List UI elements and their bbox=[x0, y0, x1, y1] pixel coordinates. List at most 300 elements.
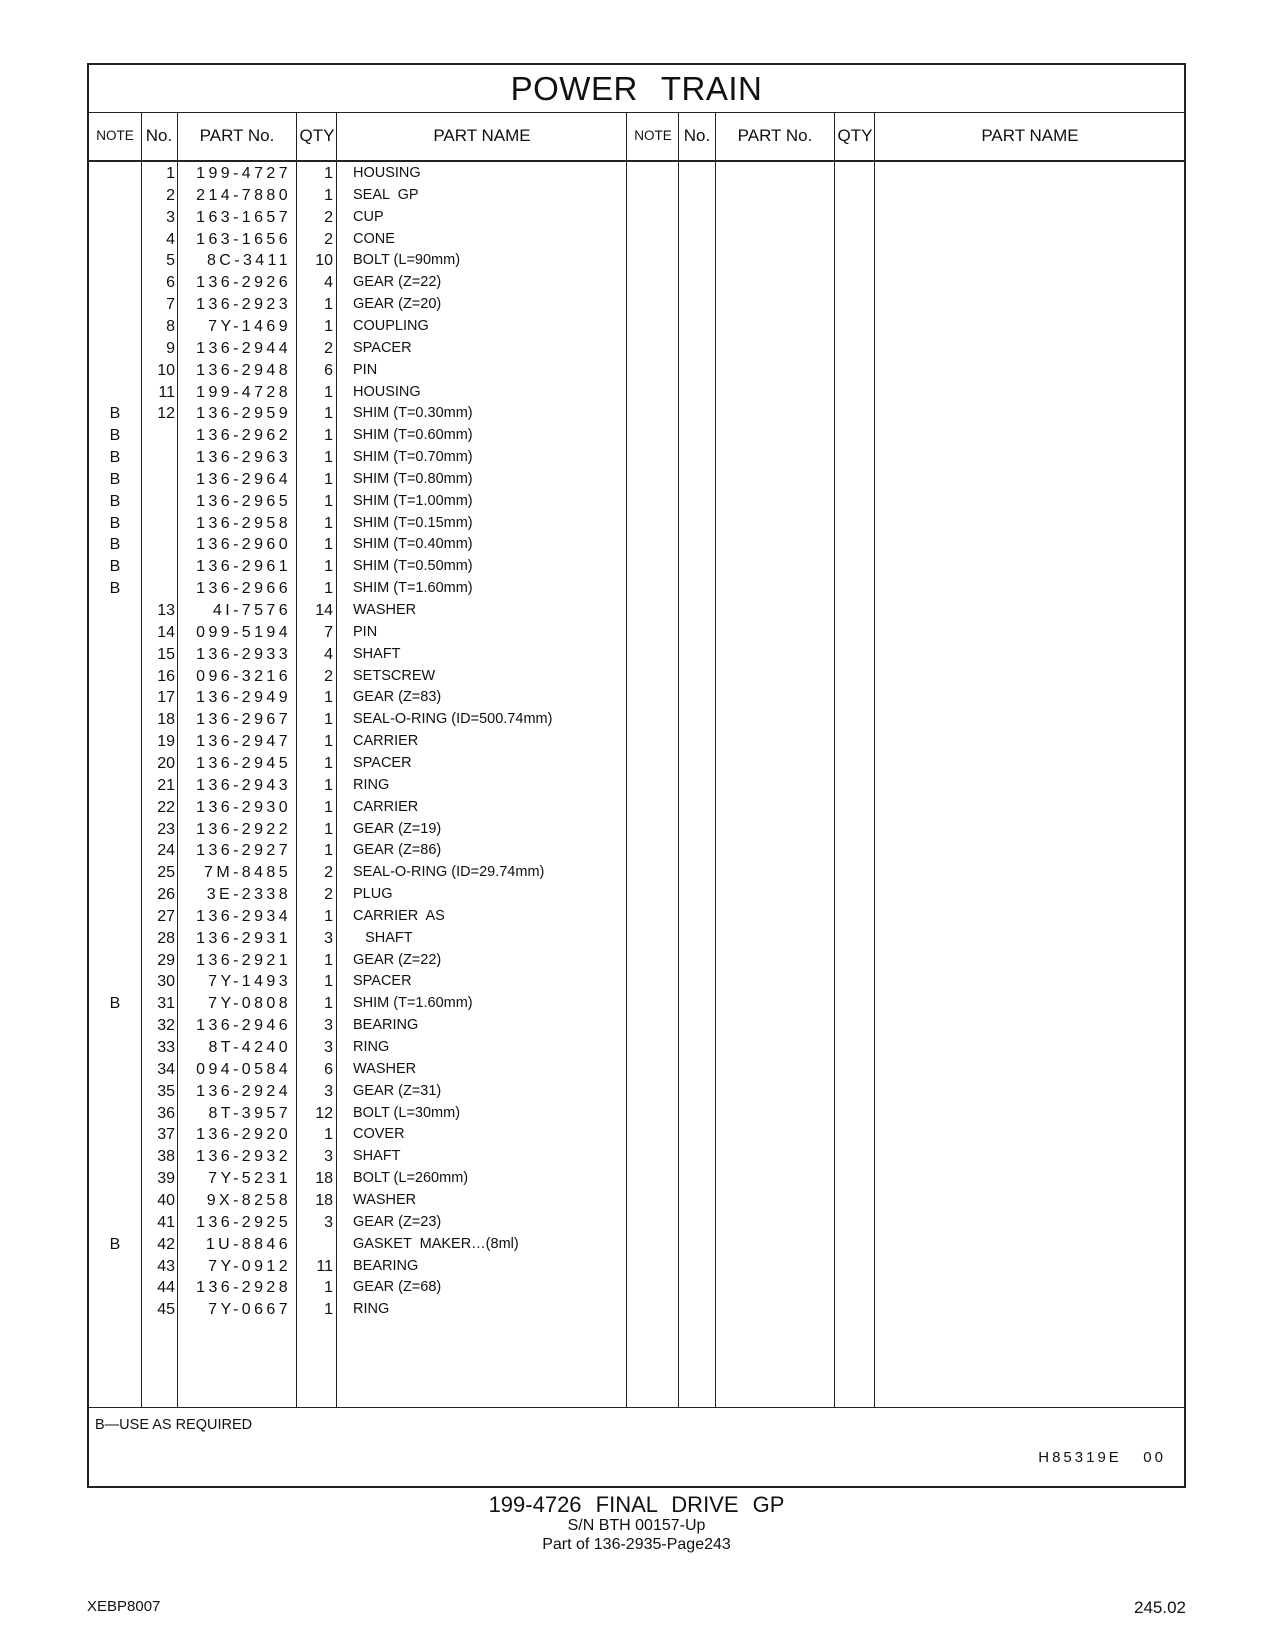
part-name-cell: CONE bbox=[353, 230, 395, 247]
note-cell: B bbox=[109, 536, 121, 554]
part-number-cell: 136-2967 bbox=[196, 711, 291, 729]
note-cell bbox=[89, 1102, 141, 1125]
note-cell bbox=[89, 927, 141, 950]
part-number-cell: 8T-4240 bbox=[208, 1039, 291, 1056]
part-name-cell: SHIM (T=1.60mm) bbox=[353, 580, 473, 597]
part-name-cell: RING bbox=[353, 776, 390, 793]
quantity-cell: 1 bbox=[324, 449, 333, 467]
item-number-cell: 26 bbox=[157, 886, 175, 904]
note-cell bbox=[89, 315, 141, 338]
note-cell bbox=[89, 774, 141, 797]
item-number-cell: 37 bbox=[157, 1126, 175, 1144]
note-cell bbox=[89, 752, 141, 775]
part-number-cell: 136-2965 bbox=[196, 492, 291, 510]
footnote-divider bbox=[89, 1407, 1184, 1408]
note-cell bbox=[89, 1189, 141, 1212]
header-qty-left: QTY bbox=[299, 126, 335, 145]
item-number-cell: 19 bbox=[157, 733, 175, 751]
part-number-cell: 136-2943 bbox=[196, 776, 291, 794]
item-number-cell: 7 bbox=[166, 296, 175, 314]
part-name-cell: SPACER bbox=[353, 754, 412, 771]
table-row bbox=[89, 1123, 1184, 1146]
part-name-cell: GASKET MAKER…(8ml) bbox=[353, 1235, 519, 1252]
note-cell bbox=[89, 949, 141, 972]
quantity-cell: 2 bbox=[324, 230, 333, 248]
table-row bbox=[89, 599, 1184, 622]
item-number-cell: 34 bbox=[157, 1060, 175, 1078]
quantity-cell: 1 bbox=[324, 820, 333, 838]
quantity-cell: 7 bbox=[324, 623, 333, 641]
part-number-cell: 136-2964 bbox=[196, 470, 291, 488]
item-number-cell: 23 bbox=[157, 820, 175, 838]
part-number-cell: 136-2946 bbox=[196, 1017, 291, 1035]
table-row bbox=[89, 359, 1184, 382]
table-row bbox=[89, 686, 1184, 709]
part-number-cell: 136-2948 bbox=[196, 361, 291, 379]
quantity-cell: 6 bbox=[324, 361, 333, 379]
quantity-cell: 12 bbox=[315, 1104, 333, 1122]
table-row bbox=[89, 818, 1184, 841]
item-number-cell: 10 bbox=[157, 361, 175, 379]
note-cell bbox=[89, 818, 141, 841]
part-name-cell: RING bbox=[353, 1301, 390, 1318]
part-number-cell: 3E-2338 bbox=[206, 886, 291, 904]
item-number-cell: 33 bbox=[157, 1039, 175, 1056]
note-cell bbox=[89, 839, 141, 862]
table-row bbox=[89, 315, 1184, 338]
part-number-cell: 9X-8258 bbox=[206, 1191, 291, 1209]
table-row bbox=[89, 927, 1184, 950]
quantity-cell: 1 bbox=[324, 754, 333, 772]
table-row bbox=[89, 577, 1184, 600]
quantity-cell: 1 bbox=[324, 186, 333, 204]
item-number-cell: 35 bbox=[157, 1082, 175, 1100]
part-name-cell: CUP bbox=[353, 208, 384, 225]
part-name-cell: GEAR (Z=20) bbox=[353, 296, 442, 313]
quantity-cell: 1 bbox=[324, 776, 333, 794]
table-row bbox=[89, 1145, 1184, 1168]
note-cell bbox=[89, 359, 141, 382]
note-cell bbox=[89, 643, 141, 666]
quantity-cell: 1 bbox=[324, 580, 333, 598]
quantity-cell: 1 bbox=[324, 558, 333, 576]
part-name-cell: CARRIER bbox=[353, 733, 419, 750]
part-name-cell: COUPLING bbox=[353, 317, 429, 334]
document-id: XEBP8007 bbox=[87, 1598, 161, 1615]
part-number-cell: 136-2960 bbox=[196, 536, 291, 554]
header-no-right: No. bbox=[683, 126, 711, 145]
quantity-cell: 1 bbox=[324, 514, 333, 532]
part-name-cell: GEAR (Z=86) bbox=[353, 842, 442, 859]
item-number-cell: 16 bbox=[157, 667, 175, 685]
part-number-cell: 8T-3957 bbox=[208, 1104, 291, 1122]
part-name-cell: SHIM (T=0.70mm) bbox=[353, 449, 473, 466]
quantity-cell: 4 bbox=[324, 274, 333, 292]
note-cell bbox=[89, 1123, 141, 1146]
note-cell: B bbox=[109, 1235, 121, 1253]
item-number-cell bbox=[141, 424, 175, 447]
quantity-cell: 1 bbox=[324, 317, 333, 335]
note-cell bbox=[89, 271, 141, 294]
note-cell: B bbox=[109, 580, 121, 598]
part-name-cell: PLUG bbox=[353, 886, 393, 903]
part-name-cell: SHIM (T=1.00mm) bbox=[353, 492, 473, 509]
quantity-cell: 2 bbox=[324, 667, 333, 685]
quantity-cell: 1 bbox=[324, 492, 333, 510]
part-number-cell: 7Y-1493 bbox=[208, 973, 291, 991]
table-row bbox=[89, 1233, 1184, 1256]
note-cell bbox=[89, 228, 141, 251]
part-name-cell: SPACER bbox=[353, 339, 412, 356]
quantity-cell: 11 bbox=[316, 1257, 333, 1275]
part-name-cell: SHIM (T=0.60mm) bbox=[353, 427, 473, 444]
item-number-cell: 3 bbox=[166, 208, 175, 226]
part-number-cell: 4I-7576 bbox=[212, 602, 291, 619]
part-number-cell: 136-2924 bbox=[196, 1082, 291, 1100]
note-cell bbox=[89, 883, 141, 906]
table-row bbox=[89, 643, 1184, 666]
part-name-cell: GEAR (Z=22) bbox=[353, 274, 442, 291]
item-number-cell: 14 bbox=[157, 623, 175, 641]
header-part-no-right: PART No. bbox=[737, 126, 813, 145]
item-number-cell: 40 bbox=[157, 1191, 175, 1209]
table-row bbox=[89, 424, 1184, 447]
quantity-cell: 1 bbox=[324, 995, 333, 1013]
item-number-cell bbox=[141, 577, 175, 600]
part-number-cell: 136-2949 bbox=[196, 689, 291, 707]
part-number-cell: 7Y-0667 bbox=[208, 1301, 291, 1319]
table-row bbox=[89, 1298, 1184, 1321]
note-cell bbox=[89, 1255, 141, 1278]
item-number-cell: 5 bbox=[166, 252, 175, 270]
table-row bbox=[89, 752, 1184, 775]
note-cell bbox=[89, 1276, 141, 1299]
item-number-cell: 17 bbox=[157, 689, 175, 707]
quantity-cell: 1 bbox=[324, 470, 333, 488]
part-number-cell: 136-2921 bbox=[196, 951, 291, 969]
quantity-cell: 3 bbox=[324, 1213, 333, 1231]
header-note-right: NOTE bbox=[634, 128, 672, 143]
note-cell bbox=[89, 184, 141, 207]
item-number-cell: 4 bbox=[166, 230, 175, 248]
item-number-cell: 31 bbox=[157, 995, 175, 1013]
quantity-cell: 3 bbox=[324, 1082, 333, 1100]
part-number-cell: 136-2926 bbox=[196, 274, 291, 292]
item-number-cell: 21 bbox=[157, 776, 175, 794]
quantity-cell: 18 bbox=[315, 1170, 333, 1188]
item-number-cell: 2 bbox=[166, 186, 175, 204]
table-row bbox=[89, 1102, 1184, 1125]
table-row bbox=[89, 861, 1184, 884]
part-number-cell: 136-2930 bbox=[196, 798, 291, 816]
part-name-cell: WASHER bbox=[353, 602, 417, 618]
header-note-left: NOTE bbox=[96, 128, 134, 143]
table-row bbox=[89, 774, 1184, 797]
part-name-cell: SHAFT bbox=[353, 929, 413, 946]
part-number-cell: 136-2962 bbox=[196, 427, 291, 445]
quantity-cell: 10 bbox=[315, 252, 333, 270]
part-number-cell: 7Y-5231 bbox=[208, 1170, 291, 1188]
note-cell: B bbox=[109, 405, 121, 423]
part-name-cell: BOLT (L=260mm) bbox=[353, 1170, 469, 1187]
header-qty-right: QTY bbox=[837, 126, 873, 145]
quantity-cell: 1 bbox=[324, 427, 333, 445]
item-number-cell bbox=[141, 446, 175, 469]
section-title: POWER TRAIN bbox=[89, 65, 1184, 113]
table-row bbox=[89, 337, 1184, 360]
item-number-cell bbox=[141, 490, 175, 513]
note-cell bbox=[89, 249, 141, 272]
table-row bbox=[89, 402, 1184, 425]
part-name-cell: SPACER bbox=[353, 973, 412, 990]
table-row bbox=[89, 839, 1184, 862]
note-cell bbox=[89, 686, 141, 709]
note-cell: B bbox=[109, 514, 121, 532]
part-number-cell: 199-4727 bbox=[196, 165, 291, 182]
item-number-cell: 18 bbox=[157, 711, 175, 729]
table-row bbox=[89, 228, 1184, 251]
note-cell bbox=[89, 1014, 141, 1037]
part-number-cell: 136-2934 bbox=[196, 907, 291, 925]
parts-list-frame bbox=[87, 63, 1186, 1488]
header-part-no-left: PART No. bbox=[199, 126, 275, 145]
note-cell bbox=[89, 1145, 141, 1168]
header-no-left: No. bbox=[145, 126, 173, 145]
quantity-cell: 1 bbox=[324, 973, 333, 991]
part-name-cell: HOUSING bbox=[353, 165, 421, 181]
part-name-cell: CARRIER AS bbox=[353, 907, 445, 924]
note-cell: B bbox=[109, 470, 121, 488]
table-row bbox=[89, 1080, 1184, 1103]
item-number-cell: 30 bbox=[157, 973, 175, 991]
quantity-cell: 1 bbox=[324, 798, 333, 816]
part-name-cell: GEAR (Z=23) bbox=[353, 1213, 442, 1230]
part-name-cell: RING bbox=[353, 1039, 390, 1055]
part-number-cell: 136-2923 bbox=[196, 296, 291, 314]
part-name-cell: SEAL-O-RING (ID=29.74mm) bbox=[353, 864, 545, 881]
note-cell: B bbox=[109, 995, 121, 1013]
part-name-cell: SEAL-O-RING (ID=500.74mm) bbox=[353, 711, 553, 728]
table-row bbox=[89, 1211, 1184, 1234]
note-cell bbox=[89, 621, 141, 644]
header-part-name-right: PART NAME bbox=[981, 126, 1079, 145]
part-number-cell: 136-2922 bbox=[196, 820, 291, 838]
table-row bbox=[89, 555, 1184, 578]
table-row bbox=[89, 381, 1184, 404]
item-number-cell: 12 bbox=[157, 405, 175, 423]
part-number-cell: 7Y-1469 bbox=[208, 317, 291, 335]
part-name-cell: HOUSING bbox=[353, 383, 421, 400]
quantity-cell: 2 bbox=[324, 886, 333, 904]
part-name-cell: PIN bbox=[353, 361, 378, 378]
item-number-cell: 41 bbox=[157, 1213, 175, 1231]
part-name-cell: SEAL GP bbox=[353, 186, 419, 203]
quantity-cell: 1 bbox=[324, 733, 333, 751]
quantity-cell: 2 bbox=[324, 339, 333, 357]
quantity-cell: 14 bbox=[315, 602, 333, 619]
note-cell bbox=[89, 1036, 141, 1059]
part-name-cell: BEARING bbox=[353, 1257, 419, 1274]
part-name-cell: SHIM (T=0.50mm) bbox=[353, 558, 473, 575]
part-number-cell: 096-3216 bbox=[196, 667, 291, 685]
item-number-cell: 39 bbox=[157, 1170, 175, 1188]
part-name-cell: BOLT (L=30mm) bbox=[353, 1104, 461, 1121]
item-number-cell: 43 bbox=[157, 1257, 175, 1275]
group-title: 199-4726 FINAL DRIVE GP bbox=[488, 1492, 785, 1517]
part-number-cell: 8C-3411 bbox=[207, 252, 291, 270]
item-number-cell: 44 bbox=[157, 1279, 175, 1297]
table-row bbox=[89, 1036, 1184, 1059]
item-number-cell: 11 bbox=[158, 383, 175, 401]
item-number-cell: 15 bbox=[157, 645, 175, 663]
note-cell bbox=[89, 1058, 141, 1081]
item-number-cell: 45 bbox=[157, 1301, 175, 1319]
item-number-cell: 1 bbox=[166, 165, 175, 182]
table-row bbox=[89, 293, 1184, 316]
part-name-cell: GEAR (Z=83) bbox=[353, 689, 442, 706]
note-cell bbox=[89, 1080, 141, 1103]
table-row bbox=[89, 206, 1184, 229]
part-name-cell: SHAFT bbox=[353, 1148, 401, 1165]
part-number-cell: 136-2931 bbox=[196, 929, 291, 947]
part-name-cell: PIN bbox=[353, 623, 378, 640]
quantity-cell: 3 bbox=[324, 1148, 333, 1166]
quantity-cell: 1 bbox=[324, 1301, 333, 1319]
part-number-cell: 7M-8485 bbox=[204, 864, 291, 882]
note-cell bbox=[89, 293, 141, 316]
item-number-cell: 9 bbox=[166, 339, 175, 357]
quantity-cell: 2 bbox=[324, 208, 333, 226]
item-number-cell: 29 bbox=[157, 951, 175, 969]
part-number-cell: 136-2925 bbox=[196, 1213, 291, 1231]
part-name-cell: WASHER bbox=[353, 1191, 417, 1208]
part-number-cell: 136-2947 bbox=[196, 733, 291, 751]
reference-code: H85319E 00 bbox=[1038, 1449, 1166, 1466]
part-number-cell: 163-1657 bbox=[196, 208, 291, 226]
part-number-cell: 163-1656 bbox=[196, 230, 291, 248]
table-row bbox=[89, 249, 1184, 272]
quantity-cell: 3 bbox=[324, 929, 333, 947]
part-number-cell: 136-2928 bbox=[196, 1279, 291, 1297]
quantity-cell: 3 bbox=[324, 1017, 333, 1035]
quantity-cell: 2 bbox=[324, 864, 333, 882]
part-name-cell: SHIM (T=0.15mm) bbox=[353, 514, 473, 531]
part-name-cell: GEAR (Z=31) bbox=[353, 1082, 442, 1099]
table-row bbox=[89, 992, 1184, 1015]
note-cell bbox=[89, 599, 141, 622]
part-number-cell: 136-2920 bbox=[196, 1126, 291, 1144]
item-number-cell: 27 bbox=[157, 907, 175, 925]
item-number-cell bbox=[141, 555, 175, 578]
column-header-row bbox=[89, 112, 1184, 162]
table-row bbox=[89, 1167, 1184, 1190]
part-name-cell: SHAFT bbox=[353, 645, 401, 662]
table-row bbox=[89, 621, 1184, 644]
quantity-cell: 1 bbox=[324, 1279, 333, 1297]
part-number-cell: 136-2945 bbox=[196, 754, 291, 772]
table-row bbox=[89, 905, 1184, 928]
part-name-cell: GEAR (Z=68) bbox=[353, 1279, 442, 1296]
table-row bbox=[89, 1189, 1184, 1212]
part-number-cell: 136-2966 bbox=[196, 580, 291, 598]
quantity-cell: 18 bbox=[315, 1191, 333, 1209]
item-number-cell: 20 bbox=[157, 754, 175, 772]
table-row bbox=[89, 1276, 1184, 1299]
item-number-cell: 24 bbox=[157, 842, 175, 860]
quantity-cell: 6 bbox=[324, 1060, 333, 1078]
quantity-cell: 1 bbox=[324, 536, 333, 554]
part-number-cell: 1U-8846 bbox=[205, 1235, 291, 1253]
quantity-cell: 1 bbox=[324, 405, 333, 423]
part-number-cell: 099-5194 bbox=[196, 623, 291, 641]
note-cell bbox=[89, 970, 141, 993]
part-number-cell: 136-2963 bbox=[196, 449, 291, 467]
note-cell bbox=[89, 1167, 141, 1190]
table-row bbox=[89, 162, 1184, 185]
note-cell bbox=[89, 730, 141, 753]
table-row bbox=[89, 665, 1184, 688]
table-row bbox=[89, 533, 1184, 556]
part-number-cell: 7Y-0912 bbox=[208, 1257, 291, 1275]
part-number-cell: 136-2944 bbox=[196, 339, 291, 357]
part-number-cell: 199-4728 bbox=[196, 383, 291, 401]
note-cell: B bbox=[109, 558, 121, 576]
page-number: 245.02 bbox=[1134, 1598, 1186, 1617]
note-cell bbox=[89, 206, 141, 229]
part-number-cell: 136-2961 bbox=[196, 558, 291, 576]
note-cell: B bbox=[109, 492, 121, 510]
note-cell bbox=[89, 337, 141, 360]
part-name-cell: SHIM (T=1.60mm) bbox=[353, 995, 473, 1012]
quantity-cell bbox=[302, 1233, 333, 1256]
quantity-cell: 1 bbox=[324, 951, 333, 969]
note-cell bbox=[89, 796, 141, 819]
quantity-cell: 1 bbox=[324, 842, 333, 860]
item-number-cell: 22 bbox=[157, 798, 175, 816]
table-row bbox=[89, 468, 1184, 491]
quantity-cell: 1 bbox=[324, 907, 333, 925]
table-row bbox=[89, 512, 1184, 535]
note-cell bbox=[89, 1211, 141, 1234]
item-number-cell: 28 bbox=[157, 929, 175, 947]
note-cell bbox=[89, 162, 141, 185]
item-number-cell bbox=[141, 512, 175, 535]
part-number-cell: 094-0584 bbox=[196, 1060, 291, 1078]
table-row bbox=[89, 1255, 1184, 1278]
part-name-cell: SHIM (T=0.40mm) bbox=[353, 536, 473, 553]
item-number-cell: 36 bbox=[157, 1104, 175, 1122]
item-number-cell: 13 bbox=[157, 602, 175, 619]
item-number-cell: 8 bbox=[166, 317, 175, 335]
table-row bbox=[89, 446, 1184, 469]
table-row bbox=[89, 1014, 1184, 1037]
part-number-cell: 214-7880 bbox=[196, 186, 291, 204]
footnote: B—USE AS REQUIRED bbox=[95, 1417, 253, 1433]
table-row bbox=[89, 708, 1184, 731]
table-row bbox=[89, 184, 1184, 207]
quantity-cell: 4 bbox=[324, 645, 333, 663]
note-cell bbox=[89, 905, 141, 928]
table-row bbox=[89, 730, 1184, 753]
table-row bbox=[89, 1058, 1184, 1081]
part-name-cell: WASHER bbox=[353, 1060, 417, 1077]
parent-reference: Part of 136-2935-Page243 bbox=[542, 1536, 731, 1553]
item-number-cell: 25 bbox=[157, 864, 175, 882]
part-number-cell: 136-2933 bbox=[196, 645, 291, 663]
quantity-cell: 1 bbox=[324, 711, 333, 729]
part-number-cell: 7Y-0808 bbox=[208, 995, 291, 1013]
part-number-cell: 136-2927 bbox=[196, 842, 291, 860]
